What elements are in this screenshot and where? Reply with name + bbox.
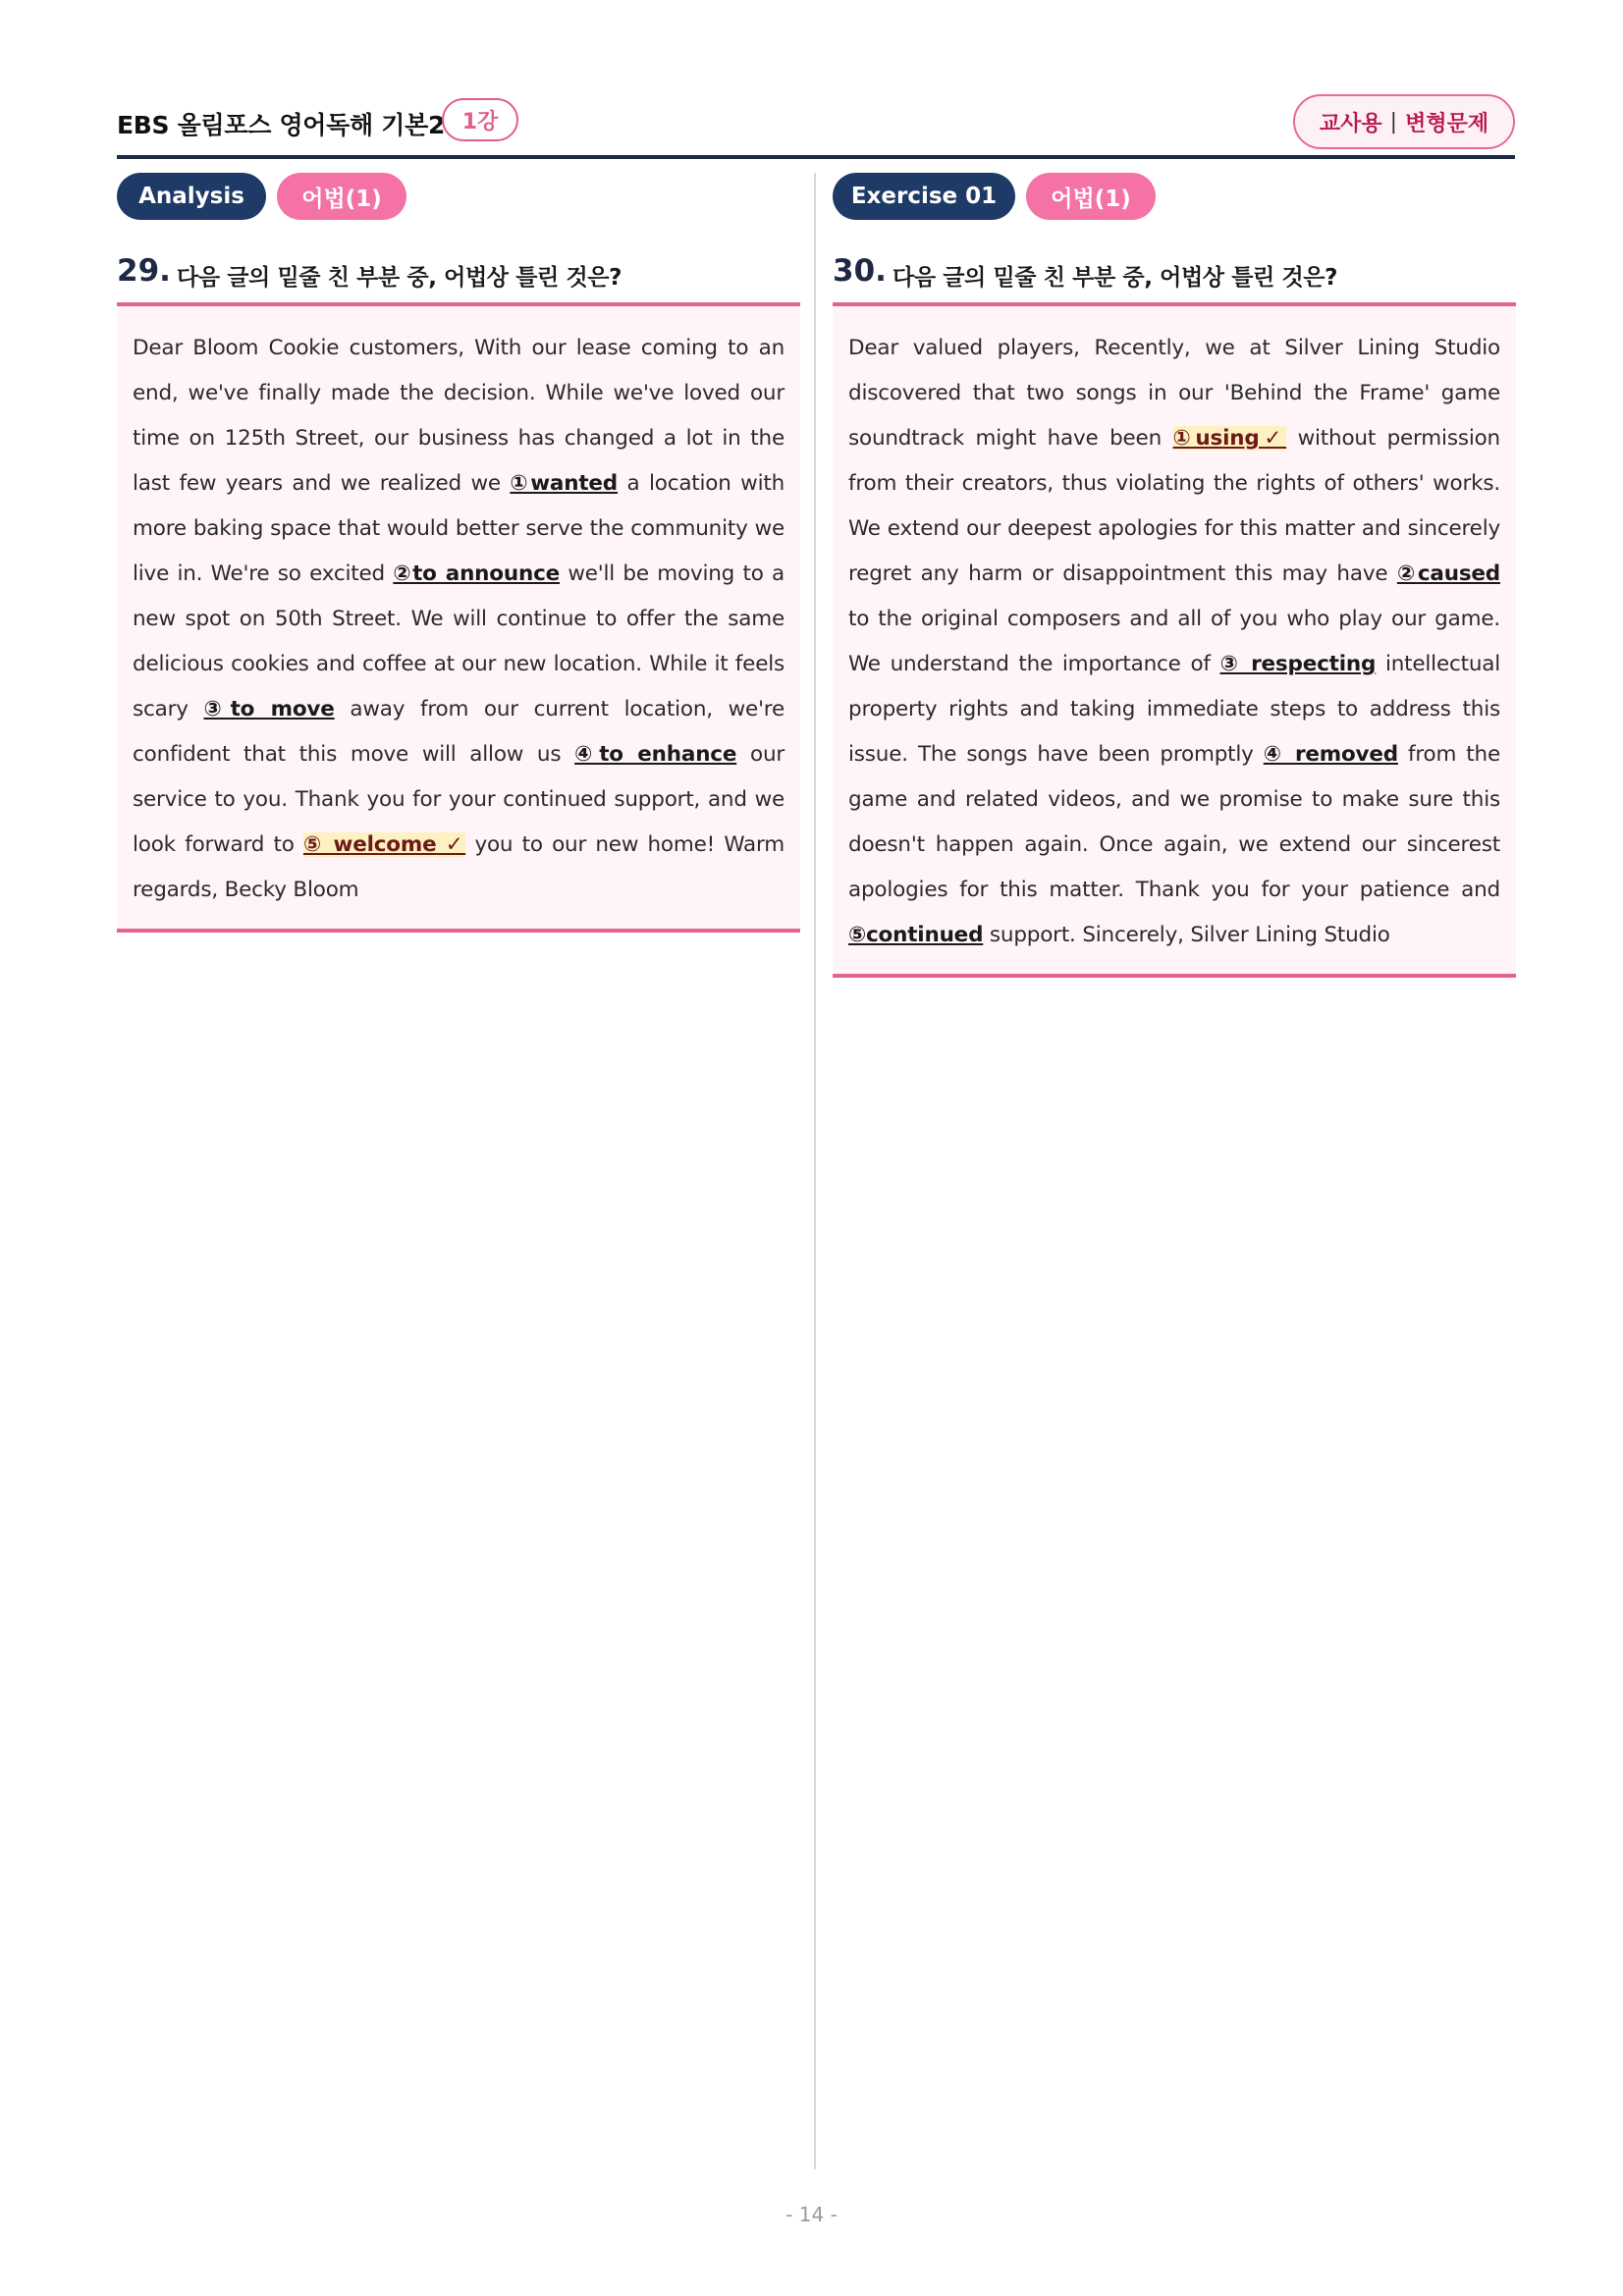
underlined-choice-4: ④ removed bbox=[1263, 742, 1398, 767]
underlined-choice-1-answer bbox=[1173, 426, 1287, 451]
lesson-badge: 1강 bbox=[442, 98, 518, 141]
underlined-choice-5-answer bbox=[303, 832, 465, 857]
answer-choice-text: ①using bbox=[1172, 426, 1260, 451]
page-number: - 14 - bbox=[785, 2203, 838, 2226]
passage-text: a location with more baking space that would better serve the community we live in. We're so excited bbox=[133, 471, 784, 586]
passage-text: from the game and related videos, and we promise to make sure this doesn't happen again. Once again, we extend our sincerest apologies for this matter. Thank you for your patience and bbox=[848, 742, 1500, 902]
tag-exercise: Exercise 01 bbox=[833, 173, 1015, 220]
question-heading bbox=[833, 253, 1516, 291]
answer-check-icon: ✓ bbox=[1259, 426, 1287, 451]
passage-text: you to our new home! Warm regards, Becky Bloom bbox=[133, 832, 784, 902]
question-text: 다음 글의 밑줄 친 부분 중, 어법상 틀린 것은? bbox=[177, 265, 622, 291]
underlined-choice-5: ⑤continued bbox=[848, 923, 984, 947]
question-text: 다음 글의 밑줄 친 부분 중, 어법상 틀린 것은? bbox=[893, 265, 1338, 291]
tag-grammar: 어법(1) bbox=[1026, 173, 1156, 220]
passage-rule bbox=[833, 974, 1516, 978]
underlined-choice-2: ②to announce bbox=[393, 561, 560, 586]
column-divider bbox=[814, 173, 816, 2169]
type-badge-kind: 변형문제 bbox=[1405, 111, 1489, 136]
header-rule bbox=[117, 155, 1515, 159]
underlined-choice-4: ④to enhance bbox=[574, 742, 737, 767]
book-title: EBS 올림포스 영어독해 기본2 bbox=[117, 111, 446, 139]
left-column bbox=[117, 173, 800, 933]
question-number: 30. bbox=[833, 253, 887, 289]
underlined-choice-2: ②caused bbox=[1396, 561, 1500, 586]
underlined-choice-3: ③to move bbox=[203, 697, 335, 721]
passage-text: away from our current location, we're confident that this move will allow us bbox=[133, 697, 784, 767]
passage-box bbox=[833, 306, 1516, 974]
passage-text: support. Sincerely, Silver Lining Studio bbox=[983, 923, 1390, 947]
passage-text: Dear valued players, Recently, we at Silver Lining Studio discovered that two songs in our 'Behind the Frame' game soundtrack might have been bbox=[848, 336, 1500, 451]
passage-text: we'll be moving to a new spot on 50th Street. We will continue to offer the same delicious cookies and coffee at our new location. While it feels scary bbox=[133, 561, 785, 721]
passage-box bbox=[117, 306, 800, 929]
tag-analysis: Analysis bbox=[117, 173, 266, 220]
passage-text: to the original composers and all of you who play our game. We understand the importance of bbox=[848, 607, 1500, 676]
passage-text: our service to you. Thank you for your continued support, and we look forward to bbox=[133, 742, 785, 857]
tag-grammar: 어법(1) bbox=[277, 173, 406, 220]
type-badge bbox=[1293, 94, 1515, 149]
answer-choice-text: ⑤ welcome bbox=[302, 832, 437, 857]
type-badge-audience: 교사용 bbox=[1319, 111, 1382, 136]
passage-text: intellectual property rights and taking immediate steps to address this issue. The songs have been promptly bbox=[848, 652, 1500, 767]
type-badge-separator: | bbox=[1389, 109, 1398, 134]
underlined-choice-3: ③ respecting bbox=[1219, 652, 1377, 676]
passage-text: Dear Bloom Cookie customers, With our lease coming to an end, we've finally made the decision. While we've loved our time on 125th Street, our business has changed a lot in the last few years and we realized we bbox=[133, 336, 784, 496]
question-heading bbox=[117, 253, 800, 291]
question-number: 29. bbox=[117, 253, 171, 289]
right-tags bbox=[833, 173, 1516, 220]
passage-rule bbox=[117, 929, 800, 933]
answer-check-icon: ✓ bbox=[436, 832, 466, 857]
left-tags bbox=[117, 173, 800, 220]
right-column bbox=[833, 173, 1516, 978]
page-header bbox=[117, 94, 1515, 155]
passage-text: without permission from their creators, thus violating the rights of others' works. We extend our deepest apologies for this matter and sincerely regret any harm or disappointment this may have bbox=[848, 426, 1500, 586]
underlined-choice-1: ①wanted bbox=[510, 471, 618, 496]
